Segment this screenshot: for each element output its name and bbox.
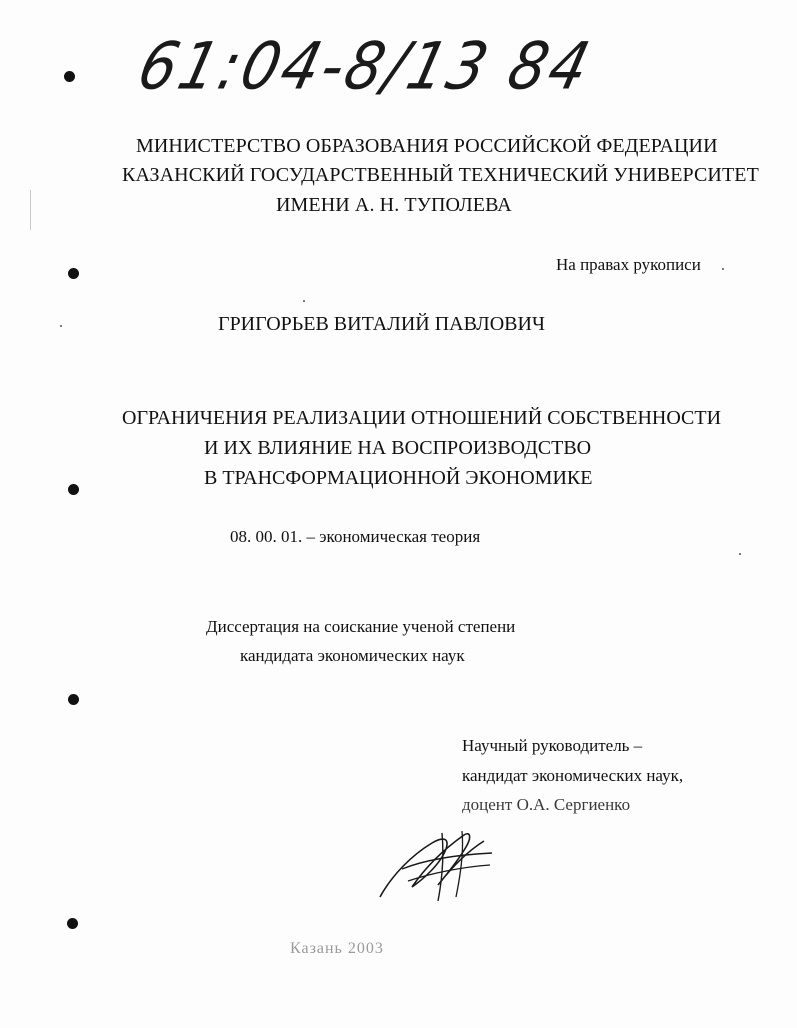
punch-hole-1 [64,71,75,82]
supervisor-line: доцент О.А. Сергиенко [462,795,631,814]
city-year: Казань 2003 [290,940,384,957]
dissertation-title-line: В ТРАНСФОРМАЦИОННОЙ ЭКОНОМИКЕ [204,467,593,489]
dissertation-title-line: И ИХ ВЛИЯНИЕ НА ВОСПРОИЗВОДСТВО [204,437,592,459]
degree-line: Диссертация на соискание ученой степени [206,617,516,636]
dissertation-title-line: ОГРАНИЧЕНИЯ РЕАЛИЗАЦИИ ОТНОШЕНИЙ СОБСТВЕННОСТИ [122,407,722,429]
university-named-after: ИМЕНИ А. Н. ТУПОЛЕВА [276,194,512,216]
scan-speck [303,300,305,302]
university-heading: КАЗАНСКИЙ ГОСУДАРСТВЕННЫЙ ТЕХНИЧЕСКИЙ УНИВЕРСИТЕТ [122,164,759,186]
ministry-heading: МИНИСТЕРСТВО ОБРАЗОВАНИЯ РОССИЙСКОЙ ФЕДЕРАЦИИ [136,135,718,157]
specialty-code: 08. 00. 01. – экономическая теория [230,527,481,546]
supervisor-line: кандидат экономических наук, [462,766,684,785]
scan-speck [60,325,62,327]
punch-hole-5 [67,918,78,929]
punch-hole-4 [68,694,79,705]
supervisor-line: Научный руководитель – [462,736,643,755]
supervisor-signature [372,825,502,905]
author-name: ГРИГОРЬЕВ ВИТАЛИЙ ПАВЛОВИЧ [218,313,545,335]
archive-number: 61:04-8/13 84 [131,28,600,105]
scan-speck [739,553,741,555]
punch-hole-2 [68,268,79,279]
manuscript-rights-note: На правах рукописи [556,255,701,274]
degree-line: кандидата экономических наук [240,646,465,665]
scan-margin-line [30,190,31,230]
punch-hole-3 [68,484,79,495]
scan-speck [722,268,724,270]
